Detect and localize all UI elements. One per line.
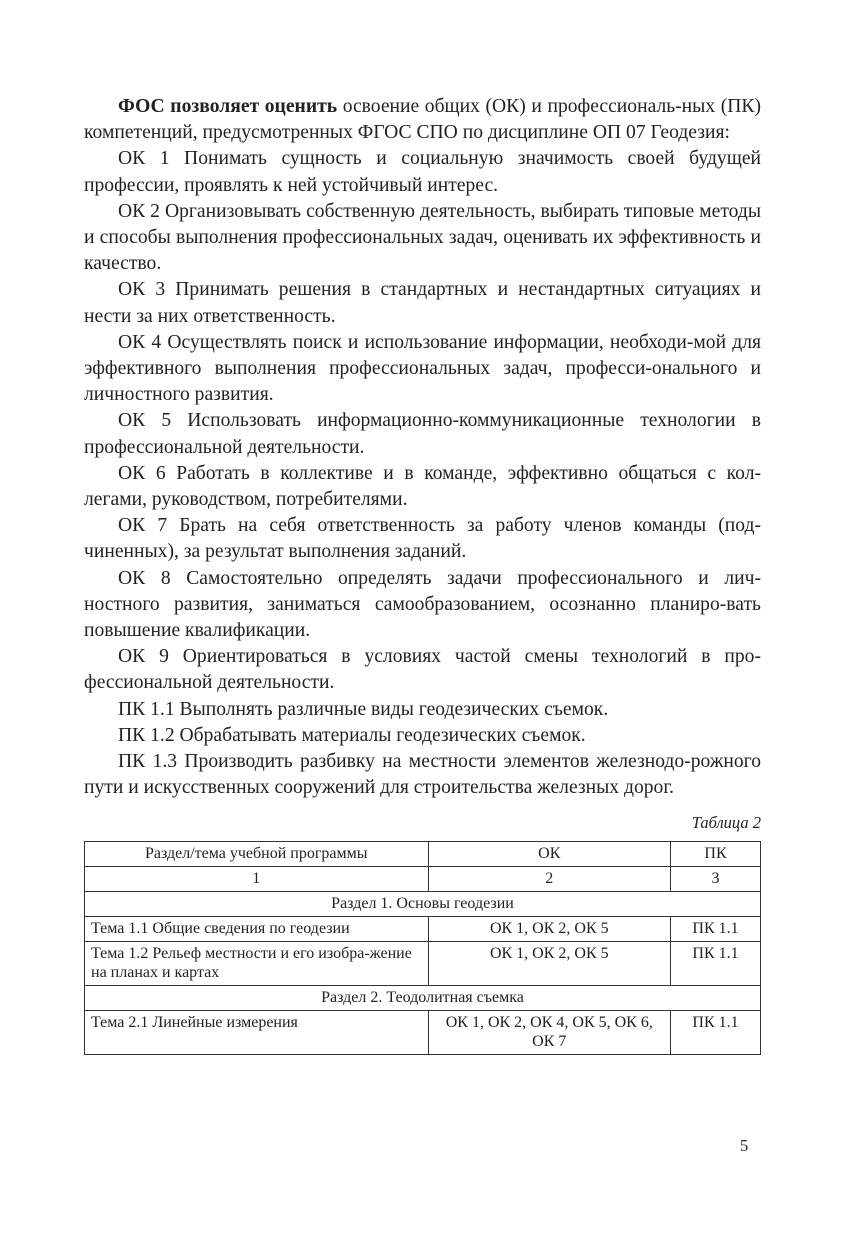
ok-cell: ОК 1, ОК 2, ОК 5 [428, 942, 671, 986]
page-body [84, 94, 761, 1055]
paragraph-ok5: ОК 5 Использовать информационно-коммуникационные технологии в профессиональной деятельности. [84, 410, 761, 458]
paragraph-ok2: ОК 2 Организовывать собственную деятельность, выбирать типовые методы и способы выполнения профессиональных задач, оценивать их эффективность и качество. [84, 200, 761, 275]
intro-text: освоение общих (ОК) и профессиональ-​ных (ПК) компетенций, предусмотренных ФГОС СПО по дисциплине ОП 07 Геодезия: [84, 96, 761, 144]
table-section-row [85, 986, 761, 1011]
table-row [85, 1011, 761, 1055]
paragraph-ok3: ОК 3 Принимать решения в стандартных и нестандартных ситуациях и нести за них ответственность. [84, 279, 761, 327]
section-title: Раздел 1. Основы геодезии [85, 892, 761, 917]
paragraph-ok8: ОК 8 Самостоятельно определять задачи профессионального и лич-​ностного развития, заниматься самообразованием, осознанно планиро-​вать повышение квалификации. [84, 567, 761, 642]
pk-cell: ПК 1.1 [671, 942, 761, 986]
header-pk: ПК [671, 842, 761, 867]
paragraph-ok7: ОК 7 Брать на себя ответственность за работу членов команды (под-​чиненных), за результат выполнения заданий. [84, 515, 761, 563]
topic-cell: Тема 1.1 Общие сведения по геодезии [85, 917, 429, 942]
competency-table [84, 841, 761, 1055]
ok-cell: ОК 1, ОК 2, ОК 4, ОК 5, ОК 6, ОК 7 [428, 1011, 671, 1055]
topic-cell: Тема 2.1 Линейные измерения [85, 1011, 429, 1055]
paragraph-intro [84, 94, 761, 146]
paragraph-ok4: ОК 4 Осуществлять поиск и использование информации, необходи-​мой для эффективного выполнения профессиональных задач, професси-​онального и личностного развития. [84, 331, 761, 406]
paragraph-ok9: ОК 9 Ориентироваться в условиях частой смены технологий в про-​фессиональной деятельности. [84, 646, 761, 694]
section-title: Раздел 2. Теодолитная съемка [85, 986, 761, 1011]
table-number-row [85, 867, 761, 892]
table-caption: Таблица 2 [691, 813, 761, 833]
number-cell: 3 [671, 867, 761, 892]
header-ok: ОК [428, 842, 671, 867]
table-row [85, 917, 761, 942]
page-number: 5 [740, 1136, 749, 1155]
paragraph-ok6: ОК 6 Работать в коллективе и в команде, эффективно общаться с кол-​легами, руководством, потребителями. [84, 462, 761, 511]
topic-cell: Тема 1.2 Рельеф местности и его изобра-​жение на планах и картах [85, 942, 429, 986]
pk-cell: ПК 1.1 [671, 1011, 761, 1055]
number-cell: 1 [85, 867, 429, 892]
paragraph-ok1: ОК 1 Понимать сущность и социальную значимость своей будущей профессии, проявлять к ней устойчивый интерес. [84, 148, 761, 196]
table-section-row [85, 892, 761, 917]
pk-cell: ПК 1.1 [671, 917, 761, 942]
intro-lead: ФОС позволяет оценить [118, 96, 338, 117]
paragraph-pk11: ПК 1.1 Выполнять различные виды геодезических съемок. [118, 698, 609, 720]
paragraph-pk13: ПК 1.3 Производить разбивку на местности элементов железнодо-​рожного пути и искусственных сооружений для строительства железных дорог. [84, 751, 761, 799]
header-topic: Раздел/тема учебной программы [85, 842, 429, 867]
paragraph-pk12: ПК 1.2 Обрабатывать материалы геодезических съемок. [118, 724, 586, 746]
ok-cell: ОК 1, ОК 2, ОК 5 [428, 917, 671, 942]
number-cell: 2 [428, 867, 671, 892]
table-row [85, 942, 761, 986]
table-header-row [85, 842, 761, 867]
